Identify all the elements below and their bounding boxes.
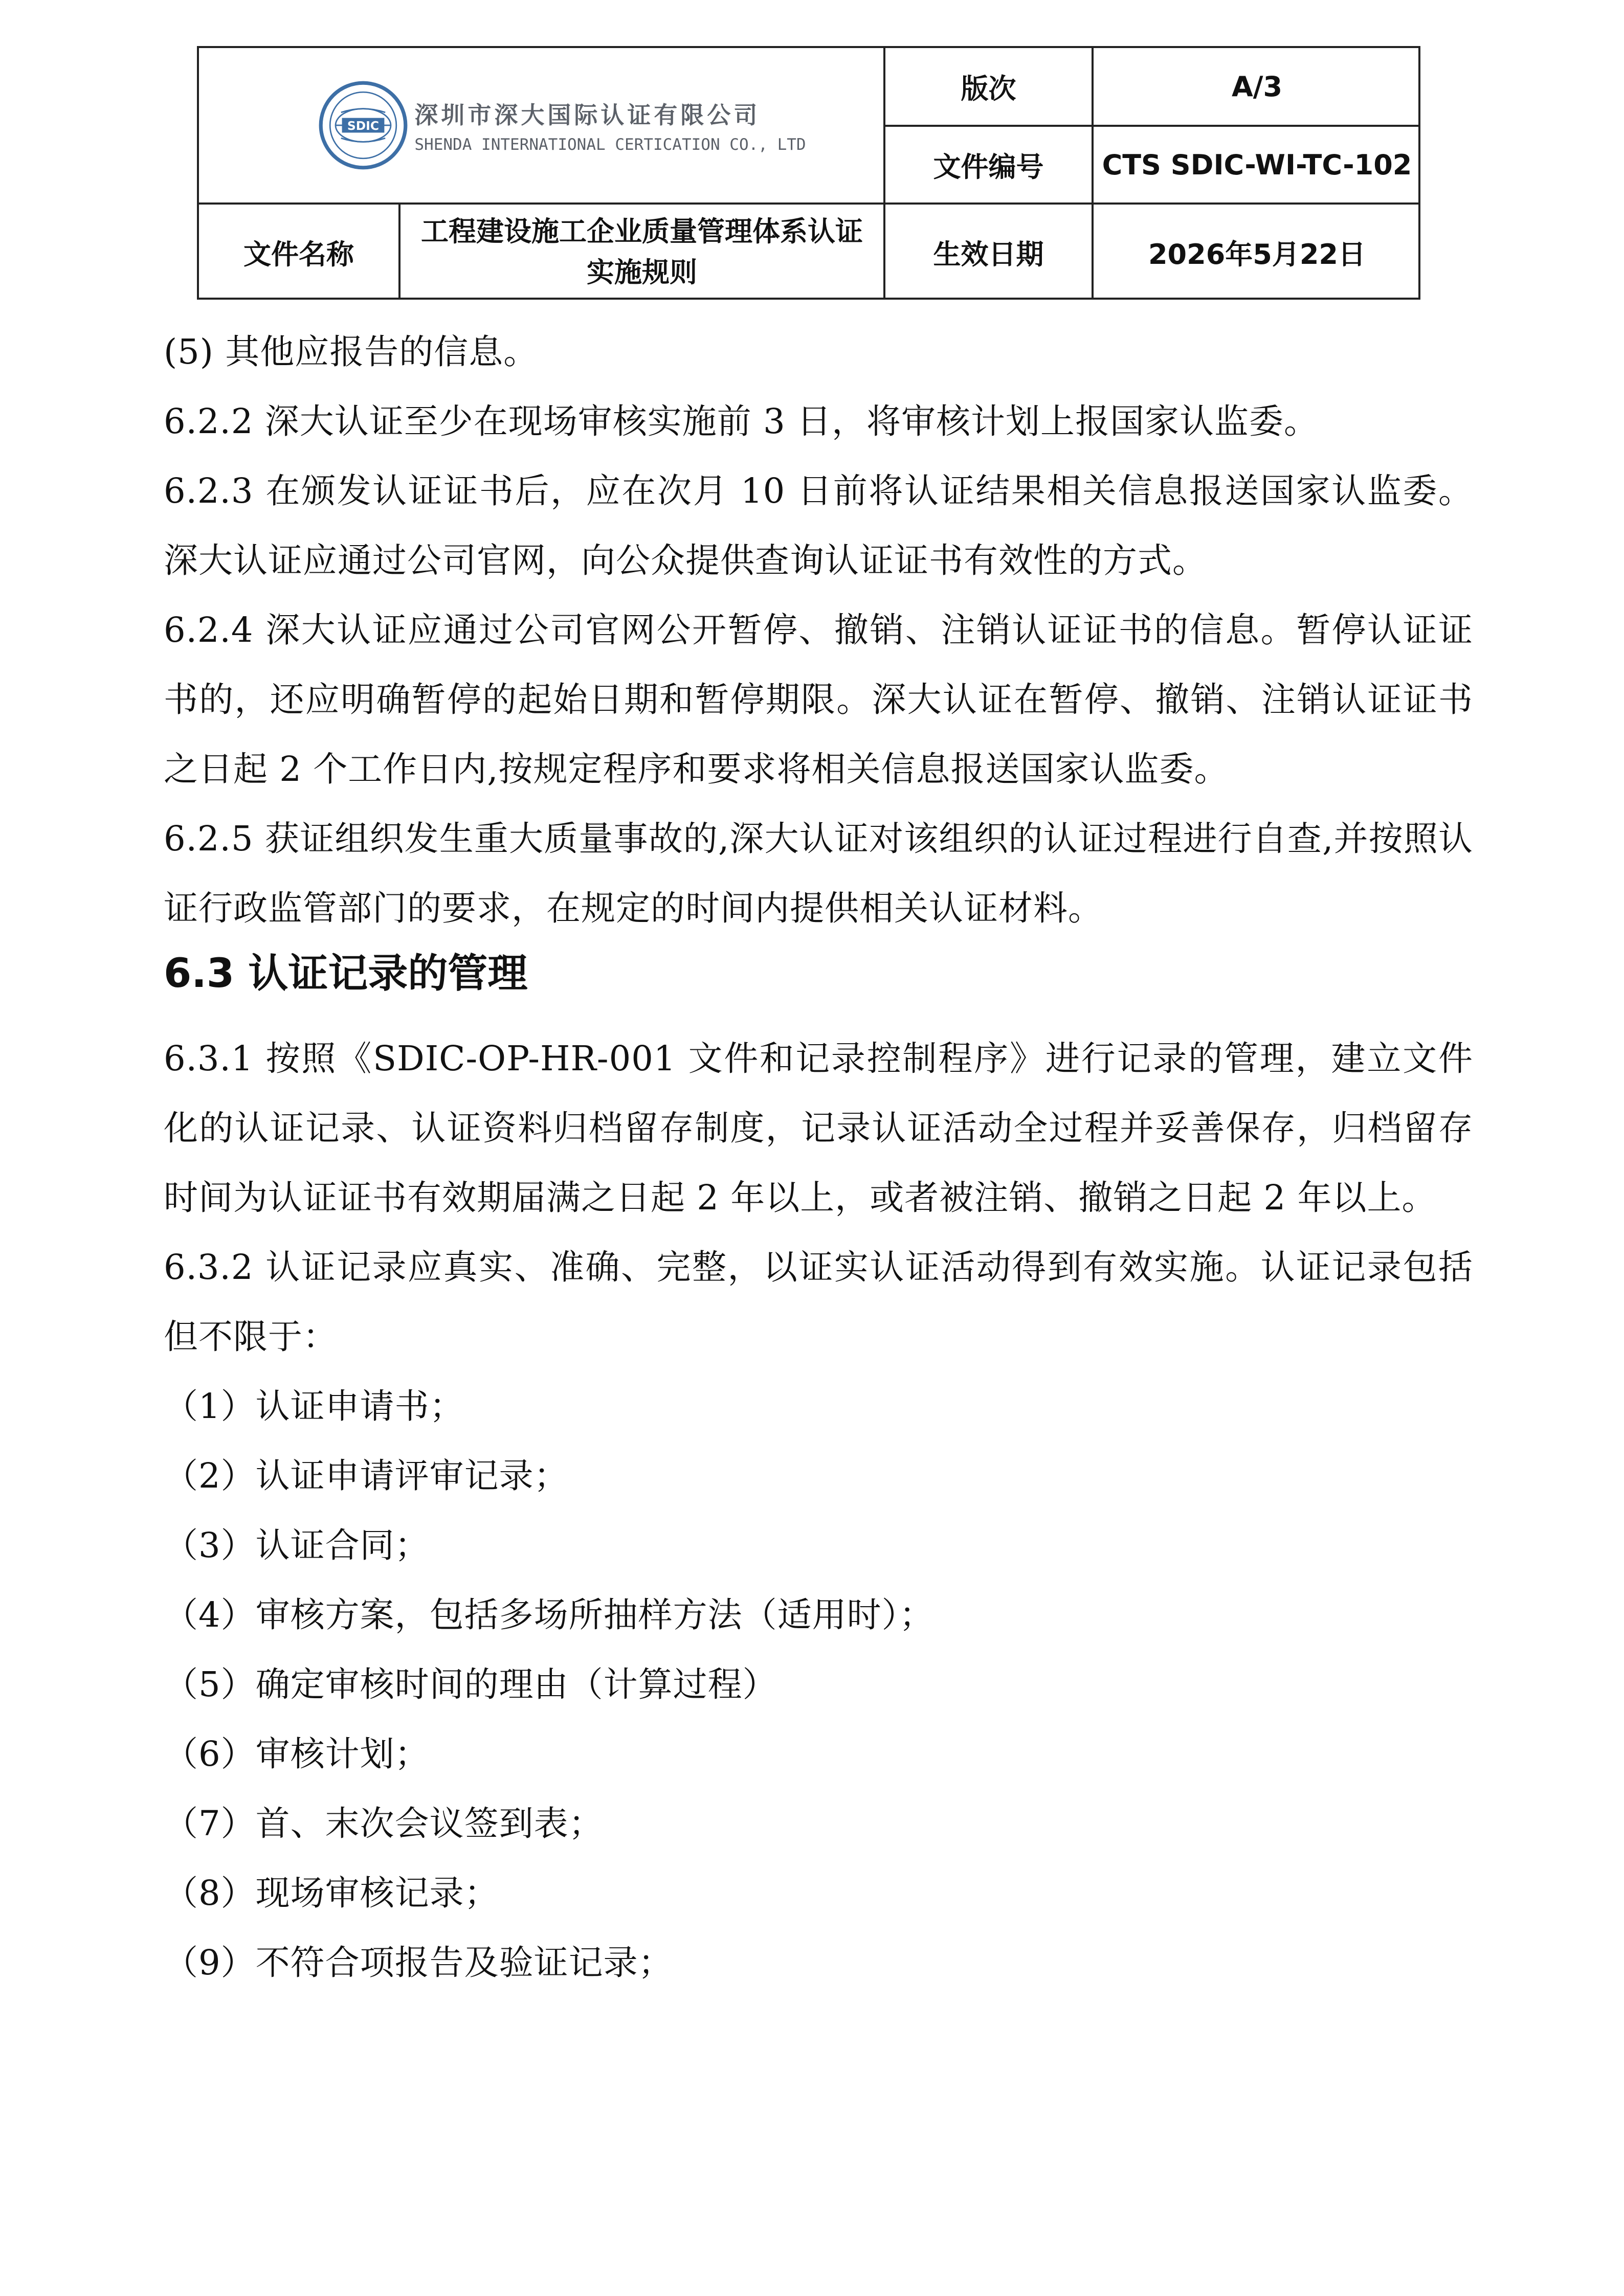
list-item: （2）认证申请评审记录； [164,1456,569,1496]
version-value: A/3 [1231,70,1283,103]
company-logo [276,79,806,171]
list-item: （1）认证申请书； [164,1386,464,1426]
paragraph: 6.2.4 深大认证应通过公司官网公开暂停、撤销、注销认证证书的信息。暂停认证证书的，还应明确暂停的起始日期和暂停期限。深大认证在暂停、撤销、注销认证证书之日起 2 个工作日内,按规定程序和要求将相关信息报送国家认监委。 [164,610,1473,789]
paragraph: 6.3.1 按照《SDIC-OP-HR-001 文件和记录控制程序》进行记录的管理，建立文件化的认证记录、认证资料归档留存制度，记录认证活动全过程并妥善保存，归档留存时间为认证证书有效期届满之日起 2 年以上，或者被注销、撤销之日起 2 年以上。 [164,1039,1473,1218]
paragraph: (5) 其他应报告的信息。 [164,332,539,372]
list-item: （9）不符合项报告及验证记录； [164,1943,673,1983]
list-item: （5）确定审核时间的理由（计算过程） [164,1664,777,1704]
list-item: （6）审核计划； [164,1734,430,1774]
list-item: （8）现场审核记录； [164,1873,499,1913]
paragraph: 6.2.2 深大认证至少在现场审核实施前 3 日，将审核计划上报国家认监委。 [164,401,1319,441]
docname-label: 文件名称 [243,238,354,271]
paragraph: 6.2.5 获证组织发生重大质量事故的,深大认证对该组织的认证过程进行自查,并按照认证行政监管部门的要求，在规定的时间内提供相关认证材料。 [164,819,1473,928]
list-item: （3）认证合同； [164,1525,430,1565]
logo-cell [199,48,883,202]
docno-label: 文件编号 [933,150,1044,183]
docno-value: CTS SDIC-WI-TC-102 [1102,148,1412,181]
company-name-en: SHENDA INTERNATIONAL CERTICATION CO., LTD [414,136,806,154]
docname-value: 工程建设施工企业质量管理体系认证实施规则 [421,215,863,288]
company-name-cn: 深圳市深大国际认证有限公司 [414,101,761,129]
paragraph: 6.3.2 认证记录应真实、准确、完整，以证实认证活动得到有效实施。认证记录包括但不限于： [164,1247,1473,1357]
section-heading: 6.3 认证记录的管理 [164,951,528,997]
version-label: 版次 [961,72,1016,105]
document-body [164,317,1473,1997]
list-item: （4）审核方案，包括多场所抽样方法（适用时）； [164,1595,935,1635]
sdic-seal-icon [317,79,409,171]
paragraph: 6.2.3 在颁发认证证书后，应在次月 10 日前将认证结果相关信息报送国家认监委。深大认证应通过公司官网，向公众提供查询认证证书有效性的方式。 [164,471,1473,580]
header-table [197,46,1420,300]
seal-text: SDIC [347,119,380,133]
effective-value: 2026年5月22日 [1148,238,1366,271]
list-item: （7）首、末次会议签到表； [164,1804,604,1843]
effective-label: 生效日期 [933,238,1044,271]
